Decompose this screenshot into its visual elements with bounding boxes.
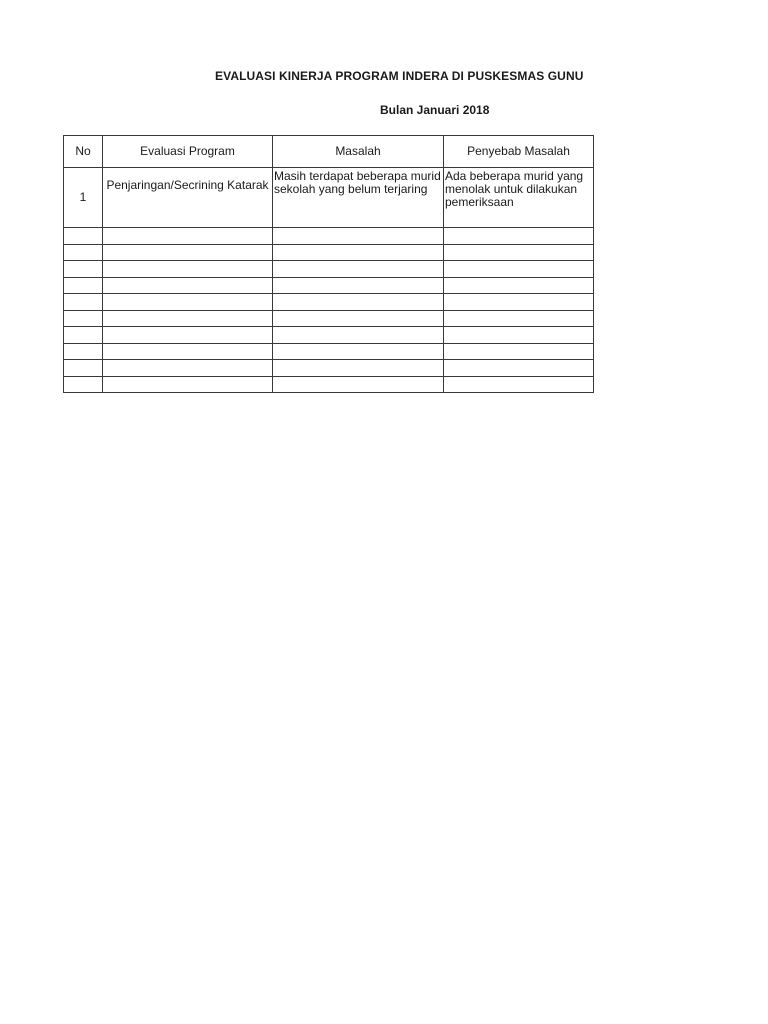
empty-cell: [444, 360, 594, 377]
empty-cell: [273, 343, 444, 360]
empty-cell: [273, 327, 444, 344]
column-header-evaluasi-program: Evaluasi Program: [103, 136, 273, 168]
empty-cell: [273, 376, 444, 393]
empty-cell: [103, 327, 273, 344]
empty-table-row: [64, 244, 594, 261]
empty-cell: [273, 360, 444, 377]
empty-cell: [444, 327, 594, 344]
evaluation-table: [63, 135, 594, 393]
empty-cell: [444, 228, 594, 245]
empty-table-row: [64, 310, 594, 327]
empty-cell: [273, 228, 444, 245]
cell-no: 1: [64, 168, 103, 228]
empty-cell: [64, 343, 103, 360]
empty-cell: [103, 343, 273, 360]
empty-cell: [64, 376, 103, 393]
empty-cell: [444, 343, 594, 360]
empty-cell: [444, 277, 594, 294]
column-header-masalah: Masalah: [273, 136, 444, 168]
empty-cell: [64, 244, 103, 261]
empty-cell: [444, 294, 594, 311]
empty-cell: [273, 310, 444, 327]
empty-cell: [444, 376, 594, 393]
column-header-penyebab-masalah: Penyebab Masalah: [444, 136, 594, 168]
empty-cell: [273, 244, 444, 261]
table-row: [64, 168, 594, 228]
empty-cell: [444, 310, 594, 327]
empty-cell: [103, 244, 273, 261]
empty-cell: [273, 261, 444, 278]
empty-cell: [103, 294, 273, 311]
column-header-no: No: [64, 136, 103, 168]
empty-cell: [444, 244, 594, 261]
empty-cell: [64, 310, 103, 327]
empty-table-row: [64, 228, 594, 245]
empty-cell: [444, 261, 594, 278]
empty-cell: [103, 376, 273, 393]
empty-cell: [103, 310, 273, 327]
cell-evaluasi-program: Penjaringan/Secrining Katarak: [103, 168, 273, 228]
empty-cell: [103, 228, 273, 245]
empty-cell: [64, 228, 103, 245]
empty-table-row: [64, 294, 594, 311]
empty-cell: [64, 294, 103, 311]
empty-cell: [64, 277, 103, 294]
empty-cell: [103, 277, 273, 294]
document-subtitle: Bulan Januari 2018: [380, 103, 490, 117]
cell-penyebab-masalah: Ada beberapa murid yang menolak untuk dilakukan pemeriksaan: [444, 168, 594, 228]
empty-cell: [64, 327, 103, 344]
empty-cell: [103, 261, 273, 278]
cell-masalah: Masih terdapat beberapa murid sekolah yang belum terjaring: [273, 168, 444, 228]
empty-table-row: [64, 360, 594, 377]
empty-table-row: [64, 343, 594, 360]
empty-cell: [64, 360, 103, 377]
empty-cell: [103, 360, 273, 377]
empty-table-row: [64, 327, 594, 344]
empty-cell: [64, 261, 103, 278]
empty-cell: [273, 294, 444, 311]
empty-table-row: [64, 376, 594, 393]
empty-table-row: [64, 261, 594, 278]
empty-table-row: [64, 277, 594, 294]
document-title: EVALUASI KINERJA PROGRAM INDERA DI PUSKESMAS GUNU: [215, 69, 584, 83]
empty-cell: [273, 277, 444, 294]
table-header-row: [64, 136, 594, 168]
